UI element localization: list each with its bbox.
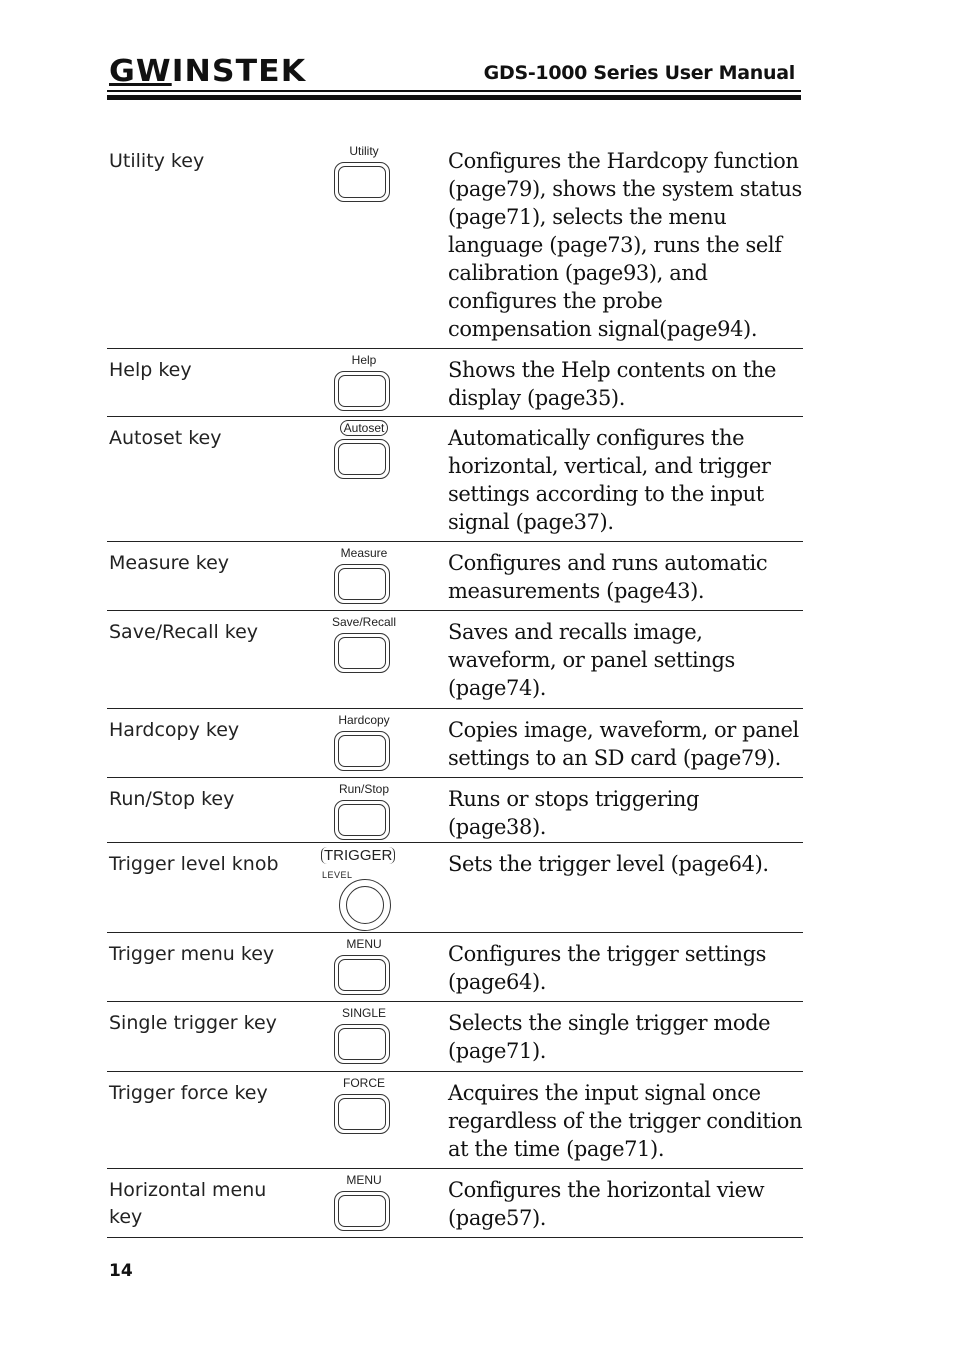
key-button-shape <box>334 564 390 604</box>
key-description: Shows the Help contents on the display (page35). <box>448 358 777 410</box>
level-label: LEVEL <box>322 870 353 880</box>
logo-gw: GW <box>109 54 172 89</box>
key-icon-label-text: Autoset <box>340 420 389 436</box>
trigger-label <box>321 847 395 864</box>
key-name: Utility key <box>109 150 205 172</box>
key-button-shape <box>334 1024 390 1064</box>
key-button-shape <box>334 800 390 840</box>
hardcopy-key-icon <box>317 713 411 783</box>
key-description: Configures and runs automatic measurements (page43). <box>448 551 768 603</box>
key-name: Hardcopy key <box>109 719 240 741</box>
key-icon-label: Run/Stop <box>338 782 390 796</box>
table-row <box>107 933 803 1002</box>
key-description: Configures the Hardcopy function (page79), shows the system status (page71), selects the menu language (page73), runs the self calibration (page93), and configures the probe compensation signal(page94). <box>448 149 802 341</box>
knob-shape <box>339 879 391 931</box>
autoset-key-icon <box>317 421 411 491</box>
key-button-shape <box>334 439 390 479</box>
key-description: Runs or stops triggering (page38). <box>448 787 700 839</box>
key-description: Acquires the input signal once regardless of the trigger condition at the time (page71). <box>448 1081 803 1161</box>
key-icon-label <box>317 421 411 435</box>
key-description: Configures the trigger settings (page64). <box>448 942 767 994</box>
key-name: Horizontal menu key <box>109 1179 267 1228</box>
key-button-shape <box>334 371 390 411</box>
key-button-shape <box>334 162 390 202</box>
table-row <box>107 1169 803 1238</box>
utility-key-icon <box>317 144 411 214</box>
key-icon-label: Hardcopy <box>338 713 390 727</box>
key-icon-label: SINGLE <box>341 1006 386 1020</box>
table-row <box>107 140 803 349</box>
key-name: Single trigger key <box>109 1012 277 1034</box>
key-name: Save/Recall key <box>109 621 259 643</box>
table-row <box>107 417 803 542</box>
table-row <box>107 1072 803 1169</box>
table-row <box>107 709 803 778</box>
key-name: Trigger level knob <box>109 853 279 875</box>
run-stop-key-icon <box>317 782 411 852</box>
key-name: Help key <box>109 359 192 381</box>
trigger-level-knob-icon <box>317 847 411 935</box>
table-row <box>107 778 803 843</box>
table-row <box>107 349 803 417</box>
key-icon-label: MENU <box>346 1173 382 1187</box>
key-description: Sets the trigger level (page64). <box>448 852 769 876</box>
key-icon-label: Help <box>351 353 377 367</box>
page-header <box>107 52 801 102</box>
logo-instek: INSTEK <box>171 54 307 89</box>
key-name: Trigger force key <box>109 1082 268 1104</box>
key-button-shape <box>334 633 390 673</box>
help-key-icon <box>317 353 411 423</box>
key-icon-label: FORCE <box>343 1076 385 1090</box>
save-recall-key-icon <box>317 615 411 685</box>
table-row <box>107 542 803 611</box>
key-button-shape <box>334 731 390 771</box>
trigger-force-key-icon <box>317 1076 411 1146</box>
measure-key-icon <box>317 546 411 616</box>
table-row <box>107 843 803 933</box>
key-icon-label: Save/Recall <box>331 615 397 629</box>
header-rule-thick <box>107 95 801 100</box>
key-description: Configures the horizontal view (page57). <box>448 1178 765 1230</box>
table-row <box>107 1002 803 1072</box>
key-description: Selects the single trigger mode (page71). <box>448 1011 771 1063</box>
key-description: Copies image, waveform, or panel settings to an SD card (page79). <box>448 718 799 770</box>
key-button-shape <box>334 1191 390 1231</box>
gw-instek-logo <box>109 54 306 89</box>
key-description-table <box>107 140 803 1238</box>
manual-title: GDS-1000 Series User Manual <box>483 62 795 84</box>
key-icon-label: MENU <box>346 937 382 951</box>
horizontal-menu-key-icon <box>317 1173 411 1243</box>
header-rule-thin <box>107 90 801 92</box>
key-name: Trigger menu key <box>109 943 275 965</box>
page-number: 14 <box>109 1261 133 1281</box>
trigger-menu-key-icon <box>317 937 411 1007</box>
key-name: Autoset key <box>109 427 222 449</box>
single-trigger-key-icon <box>317 1006 411 1076</box>
key-button-shape <box>334 955 390 995</box>
table-row <box>107 611 803 709</box>
key-icon-label: Measure <box>340 546 388 560</box>
key-description: Saves and recalls image, waveform, or panel settings (page74). <box>448 620 735 700</box>
key-description: Automatically configures the horizontal, vertical, and trigger settings according to the input signal (page37). <box>448 426 771 534</box>
key-name: Run/Stop key <box>109 788 235 810</box>
key-icon-label: Utility <box>349 144 379 158</box>
key-name: Measure key <box>109 552 230 574</box>
trigger-label-text: TRIGGER <box>321 847 395 864</box>
key-button-shape <box>334 1094 390 1134</box>
